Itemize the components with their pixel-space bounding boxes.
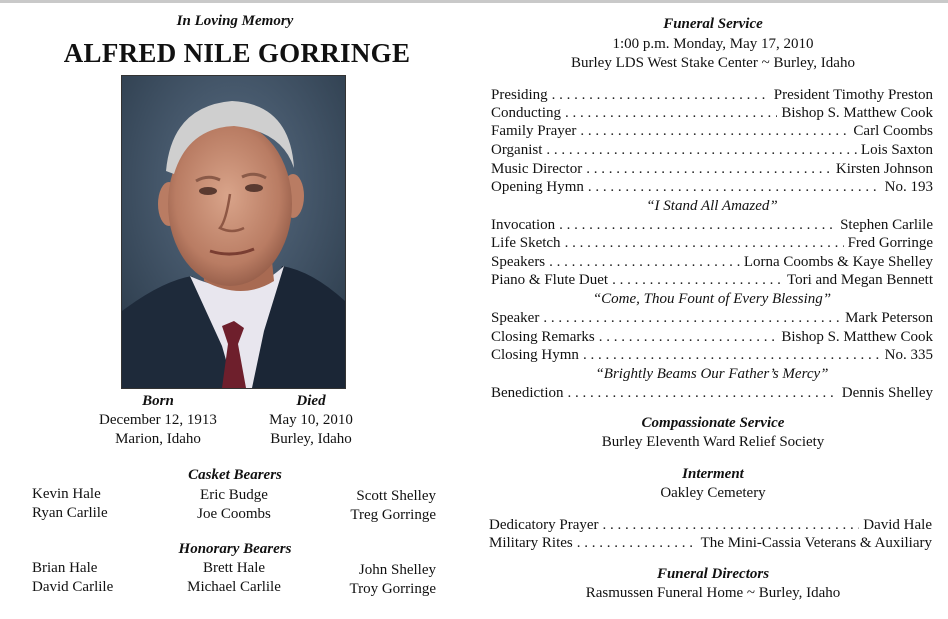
leader-dots: [565, 104, 777, 122]
compassionate-service-heading: Compassionate Service: [641, 415, 785, 431]
honorary-bearers-col2: [174, 559, 294, 597]
program-person: Fred Gorringe: [847, 235, 933, 251]
leader-dots: [567, 384, 837, 402]
died-place: Burley, Idaho: [270, 431, 352, 447]
leader-dots: [577, 534, 697, 552]
program-line: [491, 253, 933, 271]
program-role: Life Sketch: [491, 235, 561, 251]
leader-dots: [552, 86, 770, 104]
hymn-title: “I Stand All Amazed”: [646, 198, 778, 214]
bearer-name: Scott Shelley: [356, 488, 436, 504]
casket-bearers-col3: [316, 487, 436, 525]
program-role: Family Prayer: [491, 123, 577, 139]
program-line: [491, 141, 933, 159]
program-role: Opening Hymn: [491, 179, 584, 195]
program-role: Benediction: [491, 385, 564, 401]
leader-dots: [586, 160, 832, 178]
born-date: December 12, 1913: [99, 412, 217, 428]
born-label: Born: [142, 393, 174, 409]
program-line: [489, 534, 932, 552]
casket-bearers-col1: [32, 485, 108, 523]
leader-dots: [583, 346, 881, 364]
program-line: [489, 516, 932, 534]
program-line: [491, 86, 933, 104]
bearer-name: David Carlile: [32, 579, 114, 595]
program-line: [491, 216, 933, 234]
program-person: Bishop S. Matthew Cook: [781, 329, 933, 345]
funeral-directors-heading: Funeral Directors: [656, 566, 770, 582]
bearer-name: Kevin Hale: [32, 486, 101, 502]
leader-dots: [559, 216, 836, 234]
leader-dots: [603, 516, 860, 534]
program-role: Conducting: [491, 105, 561, 121]
program-line: [491, 234, 933, 252]
funeral-directors-text: Rasmussen Funeral Home ~ Burley, Idaho: [585, 585, 841, 601]
program-line: [491, 122, 933, 140]
program-role: Organist: [491, 142, 543, 158]
casket-bearers-col2: [174, 486, 294, 524]
deceased-name: ALFRED NILE GORRINGE: [63, 38, 411, 68]
program-role: Presiding: [491, 87, 548, 103]
bearer-name: Michael Carlile: [187, 579, 281, 595]
bearer-name: Treg Gorringe: [350, 507, 436, 523]
program-person: The Mini-Cassia Veterans & Auxiliary: [700, 535, 932, 551]
program-person: Tori and Megan Bennett: [787, 272, 933, 288]
program-person: No. 335: [884, 347, 933, 363]
program-role: Dedicatory Prayer: [489, 517, 599, 533]
program-person: Mark Peterson: [845, 310, 933, 326]
program-person: Lorna Coombs & Kaye Shelley: [743, 254, 933, 270]
honorary-bearers-col3: [316, 561, 436, 599]
bearer-name: Troy Gorringe: [349, 581, 436, 597]
program-person: President Timothy Preston: [773, 87, 933, 103]
honorary-bearers-heading: Honorary Bearers: [178, 541, 292, 557]
honorary-bearers-col1: [32, 559, 113, 597]
bearer-name: Brian Hale: [32, 560, 98, 576]
program-person: Dennis Shelley: [841, 385, 933, 401]
died-label: Died: [296, 393, 326, 409]
program-line: [491, 309, 933, 327]
program-line: [491, 384, 933, 402]
bearer-name: Ryan Carlile: [32, 505, 108, 521]
leader-dots: [612, 271, 783, 289]
program-line: [491, 328, 933, 346]
in-memory-heading: In Loving Memory: [176, 13, 294, 29]
bearer-name: Eric Budge: [200, 487, 268, 503]
program-person: Kirsten Johnson: [835, 161, 933, 177]
program-role: Speakers: [491, 254, 546, 270]
leader-dots: [599, 328, 778, 346]
service-place: Burley LDS West Stake Center ~ Burley, Idaho: [571, 55, 855, 71]
program-person: David Hale: [863, 517, 932, 533]
program-role: Military Rites: [489, 535, 573, 551]
program-role: Piano & Flute Duet: [491, 272, 609, 288]
died-block: [245, 392, 377, 449]
casket-bearers-heading: Casket Bearers: [188, 467, 282, 483]
born-place: Marion, Idaho: [115, 431, 201, 447]
hymn-title: “Brightly Beams Our Father’s Mercy”: [595, 366, 829, 382]
program-role: Closing Remarks: [491, 329, 595, 345]
interment-heading: Interment: [682, 466, 744, 482]
bearer-name: John Shelley: [358, 562, 436, 578]
program-line: [491, 104, 933, 122]
program-person: Carl Coombs: [853, 123, 933, 139]
program-person: No. 193: [884, 179, 933, 195]
compassionate-service-text: Burley Eleventh Ward Relief Society: [601, 434, 825, 450]
program-line: [491, 178, 933, 196]
leader-dots: [549, 253, 740, 271]
leader-dots: [546, 141, 857, 159]
born-block: [88, 392, 228, 449]
service-time: 1:00 p.m. Monday, May 17, 2010: [612, 36, 814, 52]
interment-location: Oakley Cemetery: [660, 485, 766, 501]
program-line: [491, 271, 933, 289]
bearer-name: Brett Hale: [202, 560, 266, 576]
program-person: Stephen Carlile: [840, 217, 933, 233]
program-role: Speaker: [491, 310, 540, 326]
portrait-photo: [121, 75, 346, 389]
program-line: [491, 160, 933, 178]
leader-dots: [588, 178, 881, 196]
funeral-service-heading: Funeral Service: [663, 16, 763, 32]
program-person: Lois Saxton: [860, 142, 933, 158]
program-role: Closing Hymn: [491, 347, 579, 363]
leader-dots: [580, 122, 849, 140]
died-date: May 10, 2010: [269, 412, 353, 428]
program-line: [491, 346, 933, 364]
program-role: Music Director: [491, 161, 583, 177]
leader-dots: [543, 309, 841, 327]
program-person: Bishop S. Matthew Cook: [781, 105, 933, 121]
bearer-name: Joe Coombs: [197, 506, 271, 522]
hymn-title: “Come, Thou Fount of Every Blessing”: [592, 291, 832, 307]
leader-dots: [565, 234, 844, 252]
program-role: Invocation: [491, 217, 556, 233]
left-panel: [0, 0, 470, 619]
